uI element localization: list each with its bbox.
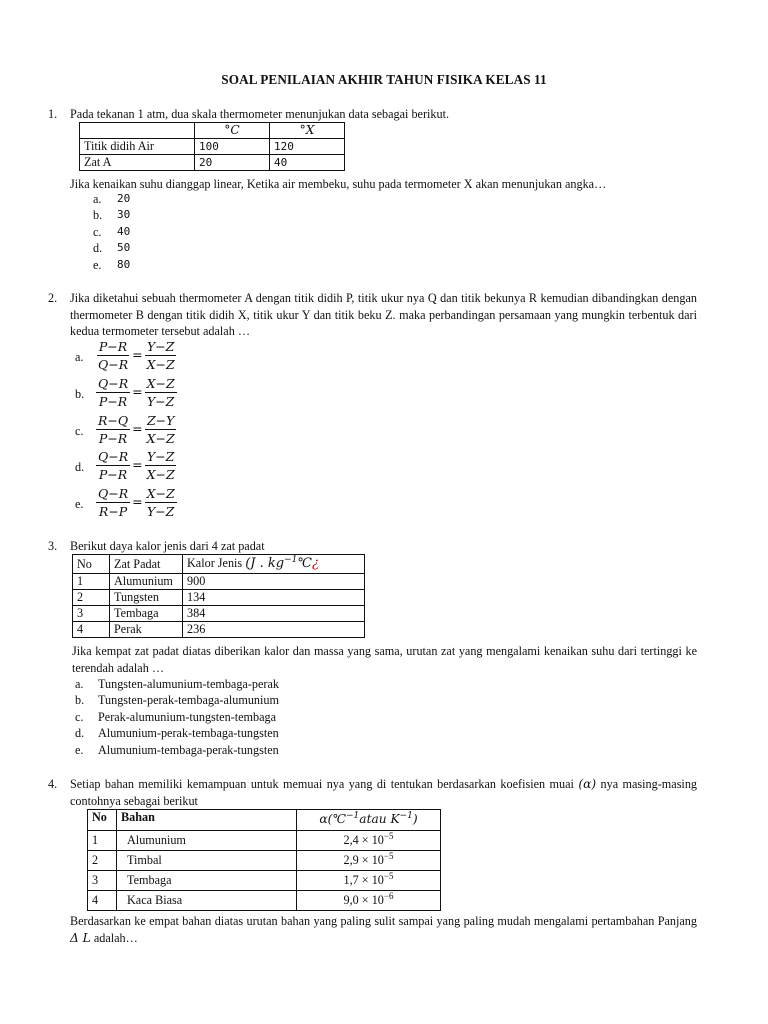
- table-row: [73, 622, 365, 638]
- option-text: Tungsten-alumunium-tembaga-perak: [98, 677, 279, 691]
- option-label: c.: [75, 424, 84, 438]
- page-title: SOAL PENILAIAN AKHIR TAHUN FISIKA KELAS 11: [221, 72, 547, 87]
- coefficient-mantissa: 9,0 × 10: [343, 892, 384, 907]
- fraction-equation: [96, 413, 177, 446]
- table-header-cell: No: [73, 555, 110, 574]
- option-text: Alumunium-tembaga-perak-tungsten: [98, 743, 279, 757]
- fraction-equation: [96, 486, 177, 519]
- option-text: Tungsten-perak-tembaga-alumunium: [98, 693, 279, 707]
- numerator: Q−R: [98, 376, 129, 391]
- denominator: R−P: [98, 504, 128, 519]
- table-cell: 20: [195, 155, 270, 171]
- question-number: 4.: [48, 777, 58, 791]
- option-text: 20: [117, 192, 131, 205]
- numerator: R−Q: [98, 413, 129, 428]
- coefficient-exponent: −5: [383, 830, 394, 841]
- unit-j-kg: J . kg: [250, 555, 285, 571]
- table-row: [80, 139, 345, 155]
- denominator: X−Z: [146, 431, 175, 446]
- table-header-cell: °C: [195, 123, 270, 139]
- fraction-equation: [96, 449, 177, 482]
- table-cell: [297, 851, 441, 871]
- table-cell: Tungsten: [110, 590, 183, 606]
- option-label: e.: [93, 258, 102, 272]
- table-cell: Tembaga: [110, 606, 183, 622]
- coefficient-mantissa: 1,7 × 10: [343, 872, 384, 887]
- table-cell: Tembaga: [117, 871, 297, 891]
- numerator: P−R: [98, 339, 128, 354]
- option-text: Alumunium-perak-tembaga-tungsten: [98, 726, 279, 740]
- question-prompt: Jika kenaikan suhu dianggap linear, Ketika air membeku, suhu pada termometer X akan menunjukan angka…: [70, 177, 607, 191]
- equals-sign: =: [132, 421, 143, 437]
- table-cell: 1: [73, 574, 110, 590]
- option-text: Perak-alumunium-tungsten-tembaga: [98, 710, 277, 724]
- table-cell: [297, 891, 441, 911]
- table-row: [80, 155, 345, 171]
- denominator: Y−Z: [146, 394, 175, 409]
- denominator: P−R: [98, 394, 128, 409]
- table-cell: [297, 831, 441, 851]
- unit-celsius: ℃: [297, 555, 312, 571]
- table-cell: 120: [270, 139, 345, 155]
- table-cell: 3: [88, 871, 117, 891]
- table-row: [88, 891, 441, 911]
- table-row: [73, 590, 365, 606]
- table-cell: 2: [88, 851, 117, 871]
- denominator: P−R: [98, 467, 128, 482]
- table-row: [73, 606, 365, 622]
- unit-exponent: −1: [284, 554, 298, 565]
- table-cell: Timbal: [117, 851, 297, 871]
- paren-close: ): [412, 811, 418, 826]
- alpha-symbol: α: [319, 811, 328, 826]
- table-header-cell: [297, 810, 441, 831]
- option-label: d.: [75, 460, 85, 474]
- option-label: c.: [93, 225, 102, 239]
- alpha-symbol: (α): [578, 777, 597, 791]
- table-header-cell: [80, 123, 195, 139]
- table-cell: 4: [73, 622, 110, 638]
- table-cell: Alumunium: [117, 831, 297, 851]
- option-label: a.: [75, 677, 84, 691]
- question-text-part: Setiap bahan memiliki kemampuan untuk memuai nya yang di tentukan berdasarkan koefisien muai: [70, 777, 574, 791]
- option-label: a.: [75, 350, 84, 364]
- option-label: b.: [93, 208, 103, 222]
- question-prompt: [70, 913, 697, 946]
- equals-sign: =: [132, 347, 143, 363]
- denominator: Q−R: [98, 357, 129, 372]
- question-text: Pada tekanan 1 atm, dua skala thermometer menunjukan data sebagai berikut.: [70, 107, 450, 121]
- table-header-cell: °X: [270, 123, 345, 139]
- table-row: [88, 851, 441, 871]
- table-header-cell: [183, 555, 365, 574]
- expansion-coefficient-table: [87, 809, 441, 911]
- question-number: 1.: [48, 107, 58, 121]
- coefficient-mantissa: 2,4 × 10: [343, 832, 384, 847]
- option-text: 50: [117, 241, 131, 254]
- coefficient-exponent: −5: [383, 850, 394, 861]
- table-row: [88, 871, 441, 891]
- specific-heat-table: [72, 554, 365, 638]
- option-label: e.: [75, 743, 84, 757]
- denominator: X−Z: [146, 467, 175, 482]
- question-text-part: adalah…: [93, 930, 138, 945]
- unit: [245, 556, 319, 571]
- question-text: Jika diketahui sebuah thermometer A dengan titik didih P, titik ukur nya Q dan titik bekunya R kemudian dibandingkan dengan thermometer B dengan titik didih X, titik ukur Y dan titik beku Z. maka perbandingan persamaan yang mungkin terbentuk dari kedua termometer tersebut adalah …: [70, 291, 697, 338]
- numerator: Q−R: [98, 486, 129, 501]
- question-number: 3.: [48, 539, 58, 553]
- unit-celsius: ℃: [332, 811, 347, 826]
- table-cell: 4: [88, 891, 117, 911]
- question-text-part: Berdasarkan ke empat bahan diatas urutan bahan yang paling sulit sampai yang paling mudah mengalami pertambahan Panjang: [70, 914, 697, 928]
- numerator: Q−R: [98, 449, 129, 464]
- question-number: 2.: [48, 291, 58, 305]
- thermometer-table: [79, 122, 345, 171]
- table-cell: 900: [183, 574, 365, 590]
- table-cell: 2: [73, 590, 110, 606]
- option-label: a.: [93, 192, 102, 206]
- option-label: c.: [75, 710, 84, 724]
- table-cell: 236: [183, 622, 365, 638]
- unit-exponent: −1: [346, 810, 360, 821]
- denominator: X−Z: [146, 357, 175, 372]
- unit-exponent: −1: [399, 810, 413, 821]
- table-cell: 100: [195, 139, 270, 155]
- table-cell: Kaca Biasa: [117, 891, 297, 911]
- unit-kelvin: atau K: [359, 811, 400, 826]
- coefficient-exponent: −6: [383, 890, 394, 901]
- option-text: 80: [117, 258, 131, 271]
- equals-sign: =: [132, 457, 143, 473]
- numerator: Z−Y: [146, 413, 175, 428]
- unit-paren: (: [245, 555, 251, 571]
- option-label: d.: [93, 241, 103, 255]
- coefficient-exponent: −5: [383, 870, 394, 881]
- table-header-cell: Zat Padat: [110, 555, 183, 574]
- question-prompt: Jika kempat zat padat diatas diberikan kalor dan massa yang sama, urutan zat yang mengalami kenaikan suhu dari tertinggi ke terendah adalah …: [72, 644, 697, 675]
- delta-l-symbol: Δ L: [70, 930, 91, 945]
- table-header-cell: No: [88, 810, 117, 831]
- question-text: Berikut daya kalor jenis dari 4 zat padat: [70, 539, 265, 553]
- option-label: b.: [75, 387, 85, 401]
- fraction-equation: [96, 376, 177, 409]
- question-text-part: nya masing-masing contohnya sebagai berikut: [70, 777, 698, 808]
- table-row: [88, 831, 441, 851]
- coefficient-mantissa: 2,9 × 10: [343, 852, 384, 867]
- unit-garbled-char: ¿: [311, 555, 319, 571]
- table-cell: 40: [270, 155, 345, 171]
- numerator: X−Z: [146, 486, 175, 501]
- numerator: X−Z: [146, 376, 175, 391]
- numerator: Y−Z: [146, 449, 175, 464]
- option-label: e.: [75, 497, 84, 511]
- numerator: Y−Z: [146, 339, 175, 354]
- table-cell: 3: [73, 606, 110, 622]
- table-cell: Perak: [110, 622, 183, 638]
- table-cell: 134: [183, 590, 365, 606]
- option-label: b.: [75, 693, 85, 707]
- option-label: d.: [75, 726, 85, 740]
- table-cell: Alumunium: [110, 574, 183, 590]
- option-text: 30: [117, 208, 131, 221]
- denominator: P−R: [98, 431, 128, 446]
- fraction-equation: [96, 339, 177, 372]
- table-cell: 384: [183, 606, 365, 622]
- table-cell: Zat A: [80, 155, 195, 171]
- table-cell: Titik didih Air: [80, 139, 195, 155]
- paren-open: (: [327, 811, 333, 826]
- question-text: [70, 776, 697, 809]
- table-row: [73, 574, 365, 590]
- table-cell: 1: [88, 831, 117, 851]
- equals-sign: =: [132, 494, 143, 510]
- denominator: Y−Z: [146, 504, 175, 519]
- option-text: 40: [117, 225, 131, 238]
- table-cell: [297, 871, 441, 891]
- table-header-cell: Bahan: [117, 810, 297, 831]
- header-label: Kalor Jenis: [187, 555, 243, 570]
- equals-sign: =: [132, 384, 143, 400]
